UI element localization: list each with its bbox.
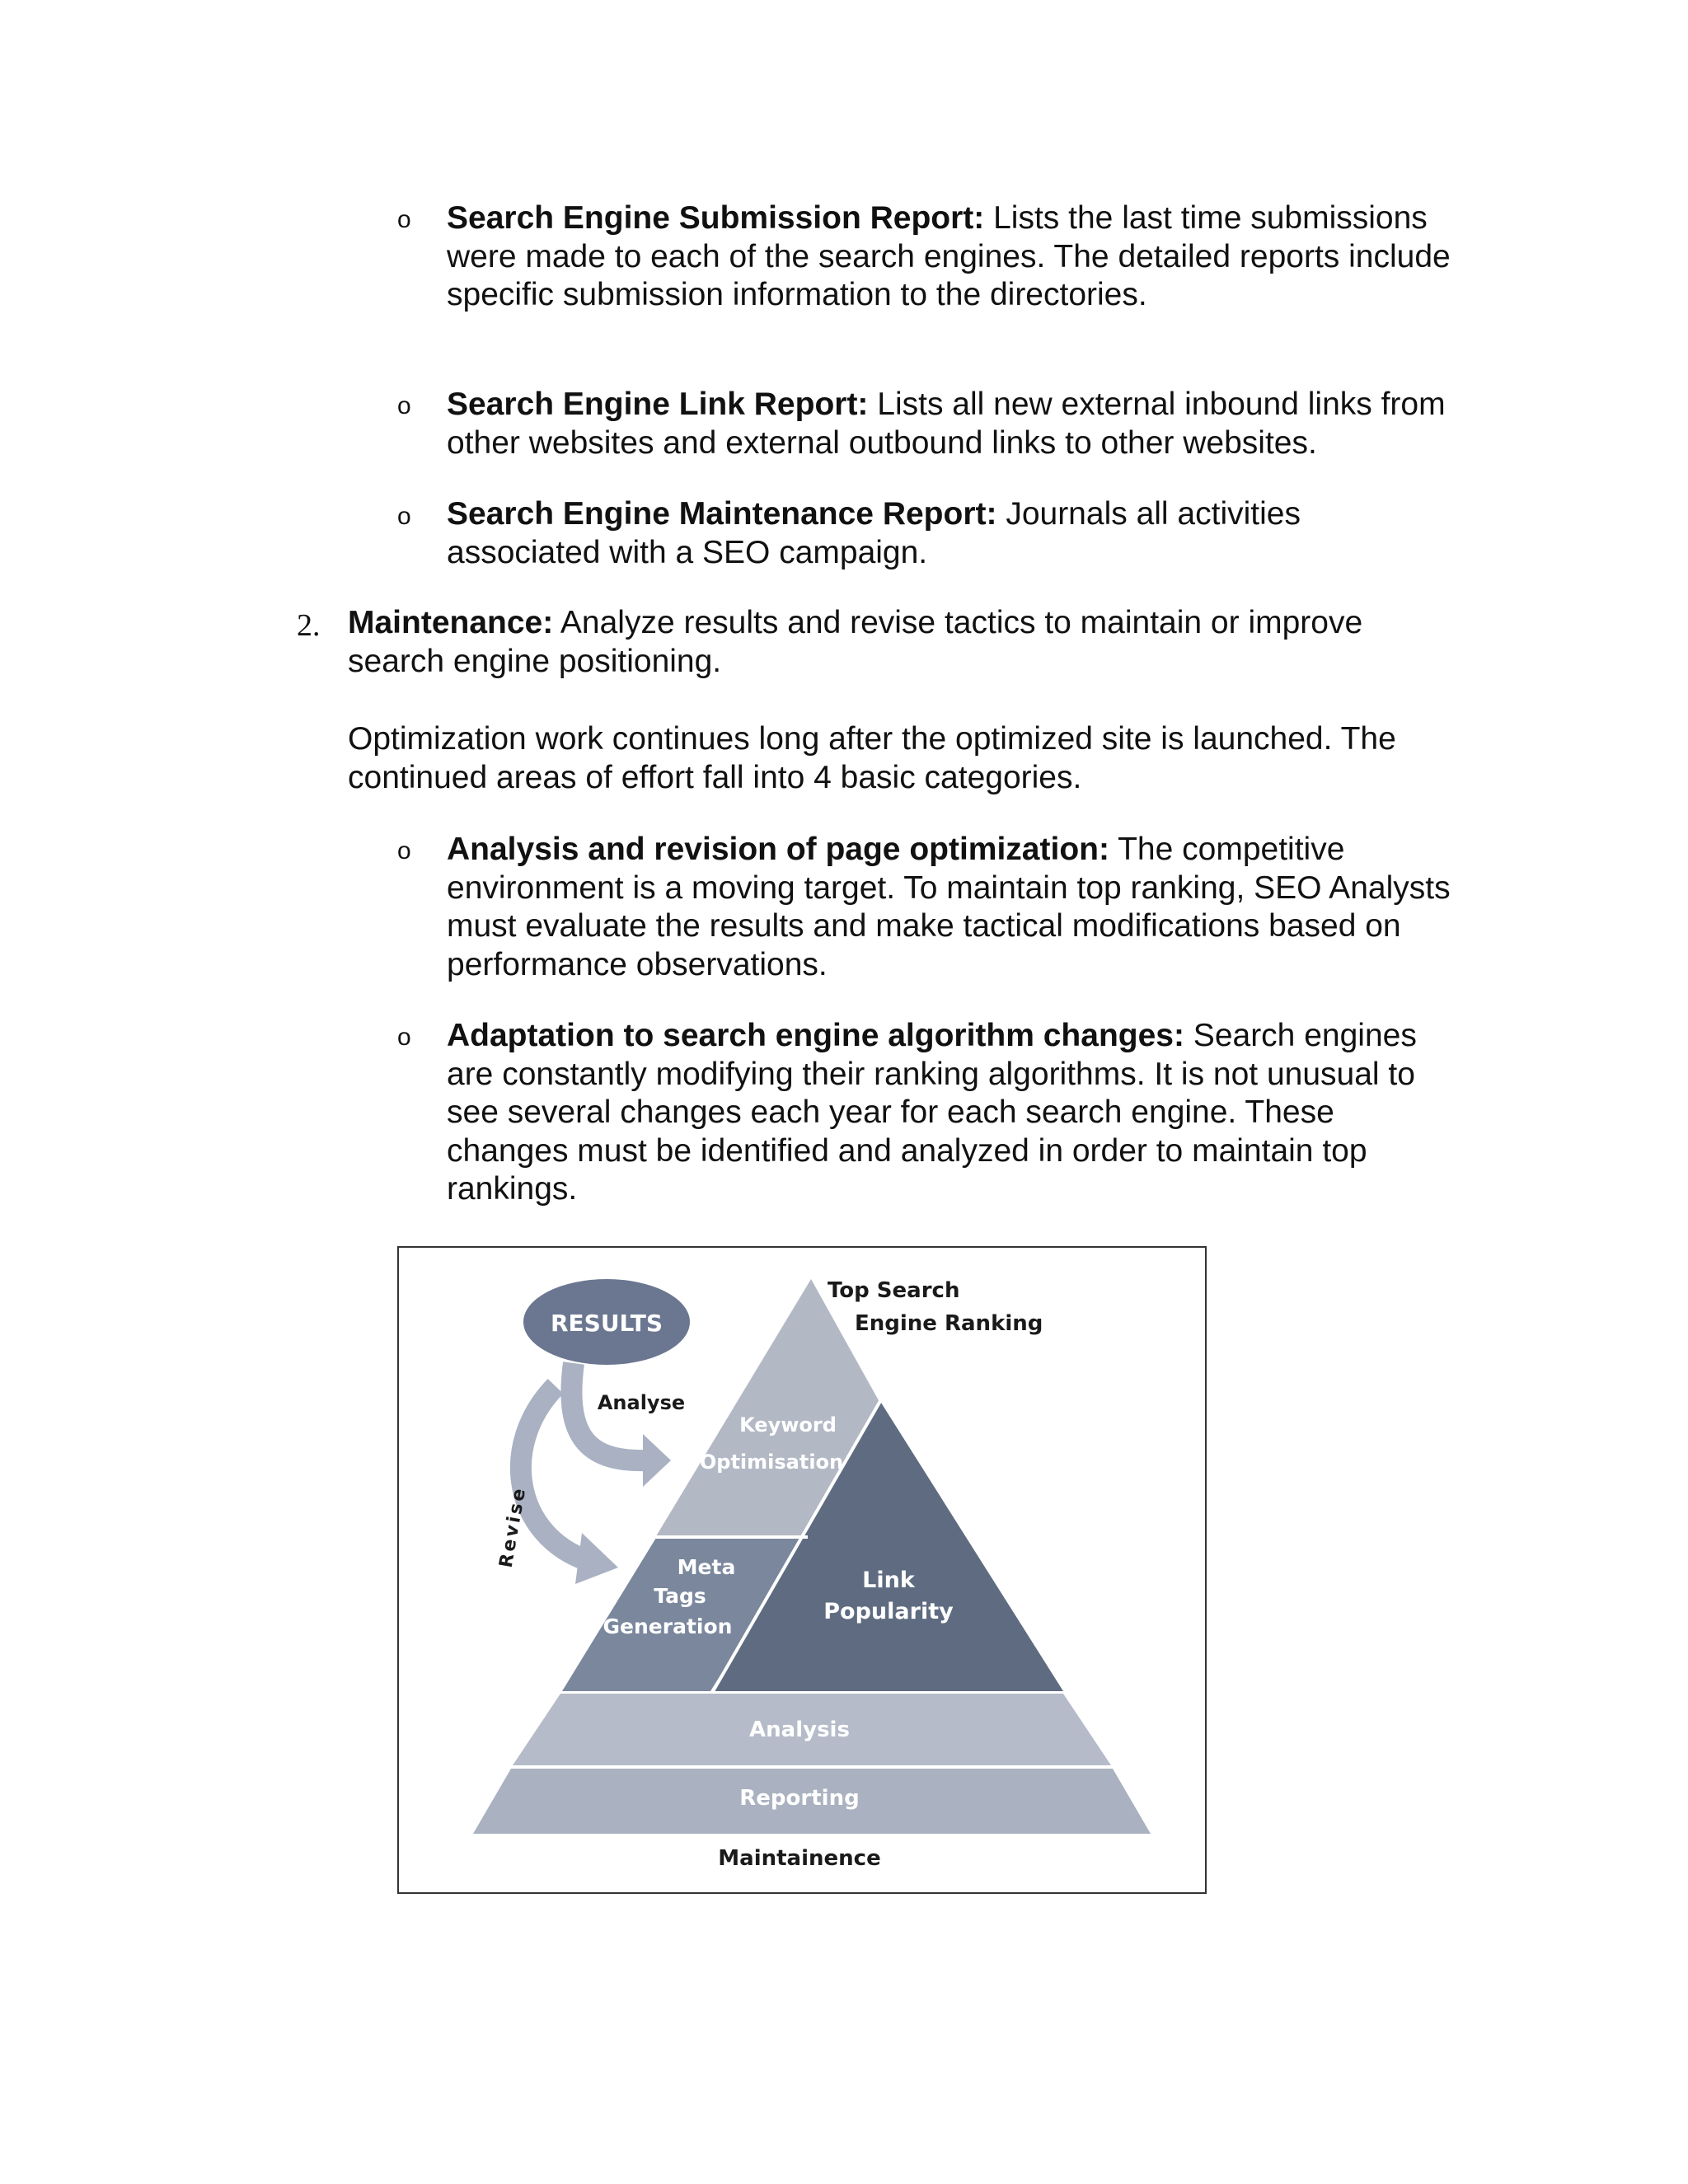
meta-label-line3: Generation bbox=[603, 1615, 733, 1638]
link-label-line1: Link bbox=[862, 1568, 915, 1593]
list-item-text: Lists all new external inbound links from other websites and external outbound links to other websites. bbox=[447, 387, 1446, 461]
analysis-label: Analysis bbox=[749, 1718, 850, 1742]
results-label: RESULTS bbox=[550, 1310, 663, 1337]
list-item bbox=[447, 199, 1461, 315]
seo-pyramid-figure bbox=[397, 1246, 1207, 1894]
numbered-item-title: Maintenance: bbox=[348, 605, 554, 640]
list-item bbox=[447, 831, 1461, 984]
list-item-text: Journals all activities associated with a SEO campaign. bbox=[447, 496, 1301, 570]
list-item-title: Analysis and revision of page optimization: bbox=[447, 832, 1109, 867]
list-item bbox=[447, 1017, 1461, 1209]
list-item-title: Search Engine Submission Report: bbox=[447, 200, 985, 236]
analyse-arrowhead bbox=[643, 1434, 671, 1487]
body-paragraph: Optimization work continues long after the optimized site is launched. The continued areas of effort fall into 4 basic categories. bbox=[348, 721, 1396, 795]
keyword-label-line2: Optimisation bbox=[699, 1451, 844, 1474]
list-item-text: The competitive environment is a moving target. To maintain top ranking, SEO Analysts must evaluate the results and make tactical modifications based on performance observations. bbox=[447, 832, 1451, 982]
list-item-text: Lists the last time submissions were made to each of the search engines. The detailed reports include specific submission information to the directories. bbox=[447, 200, 1451, 312]
seo-pyramid-diagram bbox=[399, 1248, 1208, 1896]
meta-label-line2: Tags bbox=[654, 1584, 706, 1608]
list-bullet: o bbox=[397, 503, 411, 530]
list-bullet: o bbox=[397, 837, 411, 865]
numbered-item-text: Analyze results and revise tactics to maintain or improve search engine positioning. bbox=[348, 605, 1363, 679]
top-ranking-label-line1: Top Search bbox=[828, 1278, 960, 1303]
revise-arrowhead bbox=[575, 1533, 618, 1584]
list-number: 2. bbox=[297, 608, 321, 643]
list-item-title: Search Engine Maintenance Report: bbox=[447, 496, 997, 532]
top-ranking-label-line2: Engine Ranking bbox=[855, 1311, 1043, 1336]
analyse-label: Analyse bbox=[597, 1391, 686, 1414]
maintainence-label: Maintainence bbox=[718, 1846, 881, 1871]
list-bullet: o bbox=[397, 1024, 411, 1051]
meta-label-line1: Meta bbox=[677, 1555, 736, 1579]
list-bullet: o bbox=[397, 392, 411, 419]
reporting-label: Reporting bbox=[739, 1786, 860, 1811]
list-item-title: Search Engine Link Report: bbox=[447, 387, 869, 422]
list-item bbox=[447, 386, 1461, 462]
keyword-label-line1: Keyword bbox=[739, 1413, 837, 1436]
link-label-line2: Popularity bbox=[823, 1599, 954, 1624]
list-item bbox=[447, 495, 1461, 572]
revise-label: Revise bbox=[495, 1484, 531, 1570]
numbered-item bbox=[348, 604, 1461, 681]
list-item-text: Search engines are constantly modifying their ranking algorithms. It is not unusual to see several changes each year for each search engine. These changes must be identified and analyzed in order to maintain top rankings. bbox=[447, 1018, 1417, 1207]
list-item-title: Adaptation to search engine algorithm changes: bbox=[447, 1018, 1184, 1053]
list-bullet: o bbox=[397, 206, 411, 233]
